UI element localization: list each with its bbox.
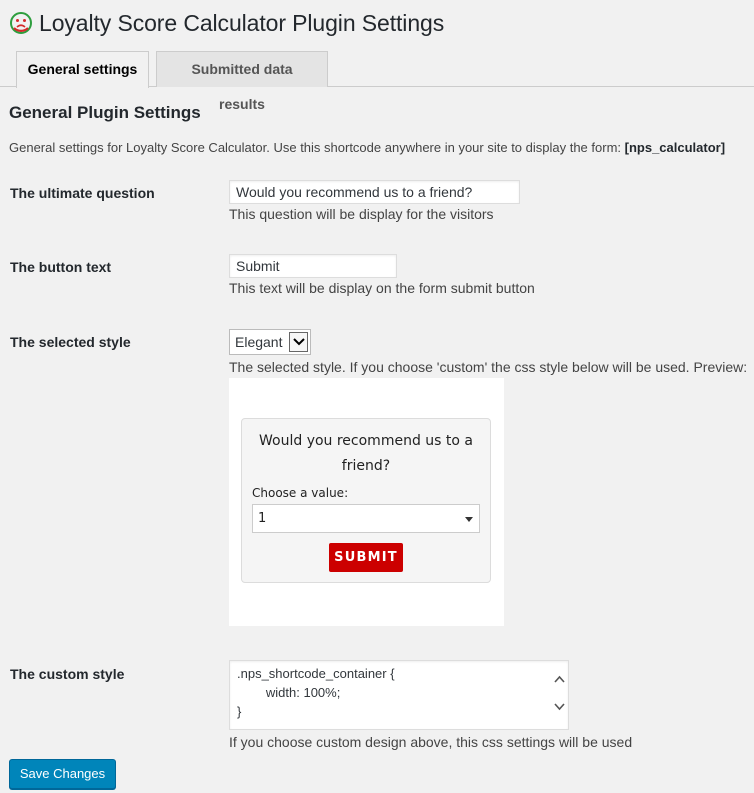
save-changes-button[interactable]: Save Changes <box>9 759 116 789</box>
caret-down-icon <box>465 517 473 522</box>
scroll-up-icon[interactable] <box>554 675 565 683</box>
button-text-help: This text will be display on the form submit button <box>229 280 535 296</box>
section-title: General Plugin Settings <box>9 103 201 122</box>
question-label: The ultimate question <box>10 185 155 201</box>
style-select[interactable] <box>229 329 311 355</box>
button-text-input[interactable]: Submit <box>229 254 397 278</box>
preview-value-select[interactable] <box>252 504 480 533</box>
style-preview <box>229 378 504 626</box>
custom-style-help: If you choose custom design above, this css settings will be used <box>229 734 633 750</box>
tab-general-settings[interactable]: General settings <box>16 51 149 88</box>
css-line: .nps_shortcode_container { <box>237 666 395 681</box>
preview-choose-label: Choose a value: <box>252 486 349 500</box>
style-label: The selected style <box>10 334 131 350</box>
page-title: Loyalty Score Calculator Plugin Settings <box>39 9 445 36</box>
question-input[interactable]: Would you recommend us to a friend? <box>229 180 520 204</box>
preview-submit-button[interactable]: SUBMIT <box>329 543 403 572</box>
preview-form <box>241 418 491 583</box>
description-text: General settings for Loyalty Score Calculator. Use this shortcode anywhere in your site to display the form: <box>9 140 625 155</box>
preview-selected-value: 1 <box>258 511 267 526</box>
style-select-value: Elegant <box>235 334 283 350</box>
question-help: This question will be display for the visitors <box>229 206 494 222</box>
custom-style-textarea[interactable] <box>229 660 569 730</box>
section-description <box>9 140 725 155</box>
css-line: width: 100%; <box>237 685 341 700</box>
settings-tabs <box>0 51 754 112</box>
smiley-frown-icon <box>9 11 33 35</box>
button-text-label: The button text <box>10 259 112 275</box>
shortcode-text: [nps_calculator] <box>624 140 726 155</box>
tab-submitted-data-results[interactable]: Submitted data results <box>156 51 328 87</box>
textarea-scrollbar[interactable] <box>551 661 568 729</box>
preview-question: Would you recommend us to a friend? <box>259 433 473 474</box>
css-line: } <box>237 704 242 719</box>
scroll-down-icon[interactable] <box>554 703 565 711</box>
page-header <box>9 6 444 40</box>
style-help: The selected style. If you choose 'custom' the css style below will be used. Preview: <box>229 359 748 375</box>
custom-style-label: The custom style <box>10 666 125 682</box>
chevron-down-icon[interactable] <box>289 332 308 352</box>
